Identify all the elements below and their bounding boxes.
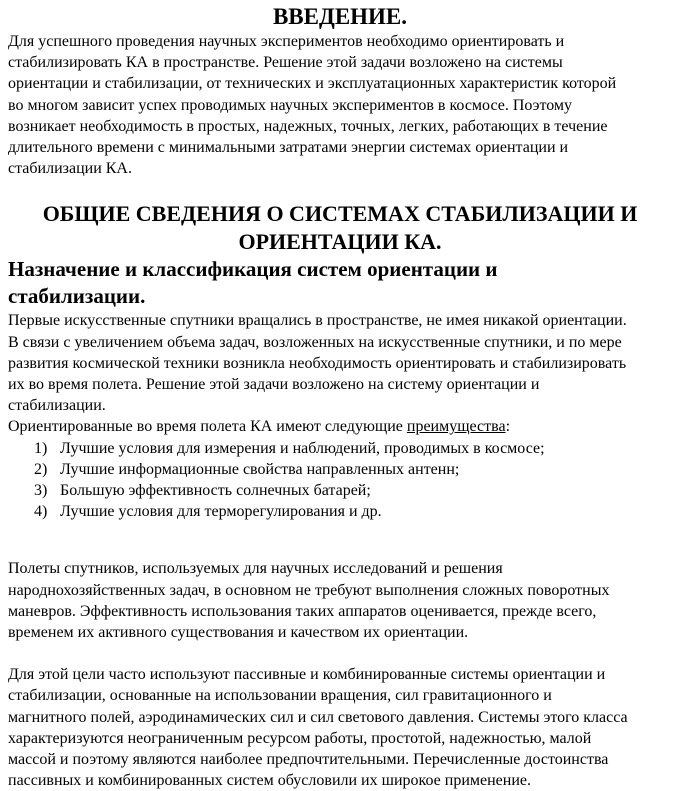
text: Ориентированные во время полета КА имеют следующие <box>8 418 407 436</box>
text-line: пассивных и комбинированных систем обусловили их широкое применение. <box>8 772 531 790</box>
text-line: Для этой цели часто используют пассивные и комбинированные системы ориентации и <box>8 666 606 684</box>
paragraph-4 <box>8 664 672 791</box>
section-title: ОРИЕНТАЦИИ КА. <box>238 229 442 255</box>
text-line: народнохозяйственных задач, в основном не требуют выполнения сложных поворотных <box>8 581 610 599</box>
text-line: ориентации и стабилизации, от технических и эксплуатационных характеристик которой <box>8 75 617 93</box>
text-line: Полеты спутников, используемых для научных исследований и решения <box>8 560 503 578</box>
text-line: возникает необходимость в простых, надежных, точных, легких, работающих в течение <box>8 117 608 135</box>
list-number: 1) <box>34 439 48 457</box>
document-page <box>0 3 680 791</box>
underlined-term: преимущества <box>406 418 506 436</box>
text-line: стабилизации. <box>8 397 106 415</box>
section-subtitle: Назначение и классификация систем ориентации и <box>8 257 498 282</box>
list-text: Лучшие условия для измерения и наблюдений, проводимых в космосе; <box>60 439 545 457</box>
paragraph-3 <box>8 558 672 643</box>
list-item <box>8 438 672 459</box>
list-number: 3) <box>34 482 48 500</box>
text-line: магнитного полей, аэродинамических сил и сил светового давления. Системы этого класса <box>8 708 628 726</box>
list-text: Большую эффективность солнечных батарей; <box>60 482 371 500</box>
section-subtitle: стабилизации. <box>8 284 146 309</box>
text-line: В связи с увеличением объема задач, возложенных на искусственные спутники, и по мере <box>8 333 622 351</box>
text-line: во многом зависит успех проводимых научных экспериментов в космосе. Поэтому <box>8 96 573 114</box>
paragraph-1 <box>8 310 672 416</box>
text: : <box>505 418 511 436</box>
list-item <box>8 501 672 522</box>
text-line: развития космической техники возникла необходимость ориентировать и стабилизировать <box>8 354 627 372</box>
text-line: временем их активного существования и качеством их ориентации. <box>8 624 469 642</box>
text-line: маневров. Эффективность использования таких аппаратов оценивается, прежде всего, <box>8 602 597 620</box>
advantages-list <box>8 438 672 523</box>
list-text: Лучшие условия для терморегулирования и др. <box>60 503 382 521</box>
advantages-intro <box>8 416 672 437</box>
intro-paragraph <box>8 31 672 179</box>
text-line: стабилизации КА. <box>8 160 132 178</box>
text-line: Для успешного проведения научных экспериментов необходимо ориентировать и <box>8 33 565 50</box>
text-line: стабилизации, основанные на использовании вращения, сил гравитационного и <box>8 687 552 705</box>
section-title: ОБЩИЕ СВЕДЕНИЯ О СИСТЕМАХ СТАБИЛИЗАЦИИ И <box>42 201 638 227</box>
text-line: Первые искусственные спутники вращались в пространстве, не имея никакой ориентации. <box>8 312 627 330</box>
list-item <box>8 480 672 501</box>
text-line: стабилизировать КА в пространстве. Решение этой задачи возложено на системы <box>8 54 563 72</box>
text-line: их во время полета. Решение этой задачи возложено на систему ориентации и <box>8 376 540 394</box>
intro-title: ВВЕДЕНИЕ. <box>272 4 408 29</box>
list-number: 4) <box>34 503 48 521</box>
text-line: характеризуются неограниченным ресурсом работы, простотой, надежностью, малой <box>8 729 592 747</box>
list-number: 2) <box>34 460 48 478</box>
text-line: массой и поэтому являются наиболее предпочтительными. Перечисленные достоинства <box>8 751 609 769</box>
list-text: Лучшие информационные свойства направленных антенн; <box>60 460 460 478</box>
text-line: длительного времени с минимальными затратами энергии системах ориентации и <box>8 139 569 157</box>
list-item <box>8 459 672 480</box>
